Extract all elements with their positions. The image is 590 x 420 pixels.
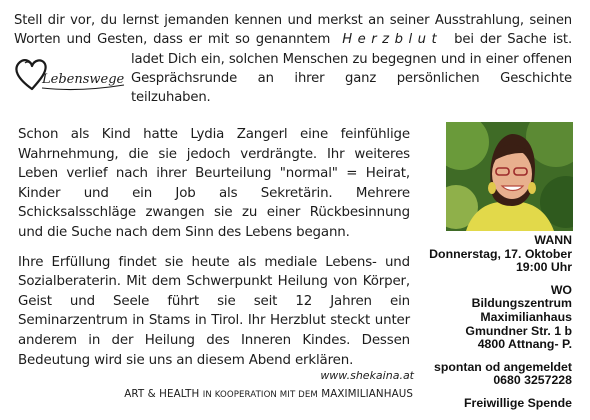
bio-paragraph-1: Schon als Kind hatte Lydia Zangerl eine feinfühlige Wahrnehmung, die sie jedoch verdrängte. Ihr weiteres Leben verlief nach ihrer Beurteilung "normal" = Heirat, Kinder und ein Job als Sekretärin. Mehrere Schicksalsschläge zwangen sie zu einer Rückbesinnung und die Suche nach dem Sinn des Lebens begann. [18, 127, 410, 240]
bio-text [18, 125, 410, 380]
phone-number: 0680 3257228 [493, 373, 572, 388]
event-info [412, 234, 572, 420]
intro-line-1: Stell dir vor, du lernst jemanden kennen und merkst an seiner Ausstrahlung, seinen [14, 13, 572, 28]
bio-paragraph-2: Ihre Erfüllung findet sie heute als mediale Lebens- und Sozialberaterin. Mit dem Schwerpunkt Heilung von Körper, Geist und Seele führt sie seit 12 Jahren ein Seminarzentrum in Stams in Tirol. Ihr Herzblut steckt unter anderem in der Heilung des Inneren Kindes. Dessen Bedeutung wird sie uns an diesem Abend erklären. [18, 254, 410, 368]
where-line-3: Gmundner Str. 1 b [465, 323, 572, 338]
signup-block [412, 361, 572, 388]
portrait-photo [446, 122, 573, 231]
where-line-2: Maximilianhaus [480, 309, 572, 324]
intro-line-3: ladet Dich ein, solchen Menschen zu begegnen und in einer offenen Gesprächsrunde an ihrer ganz persönlichen Geschichte teilzuhaben. [131, 51, 572, 106]
where-line-1: Bildungszentrum [471, 296, 572, 311]
credit-line [113, 388, 413, 400]
when-date: Donnerstag, 17. Oktober [429, 246, 572, 261]
lebenswege-logo [14, 55, 126, 95]
donation-block [412, 397, 572, 411]
where-label: WO [550, 282, 572, 297]
where-block [412, 284, 572, 352]
logo-text: Lebenswege [42, 72, 125, 87]
intro-line-2-end: bei der Sache ist. [454, 32, 572, 48]
donation-text: Freiwillige Spende [464, 395, 572, 410]
where-line-4: 4800 Attnang- P. [477, 337, 572, 352]
herzblut-word: Herzblut [342, 32, 443, 48]
when-time: 19:00 Uhr [515, 260, 572, 275]
website-link[interactable]: www.shekaina.at [320, 369, 414, 382]
credit-org: ART & HEALTH [124, 388, 200, 400]
heart-icon [14, 55, 126, 95]
intro-line-2 [14, 30, 572, 49]
when-block [412, 234, 572, 275]
when-label: WANN [534, 233, 572, 247]
intro-line-2-start: Worten und Gesten, dass er mit so genanntem [14, 32, 331, 48]
credit-coop: IN KOOPERATION MIT DEM [202, 390, 318, 400]
signup-text: spontan od angemeldet [433, 359, 572, 374]
credit-partner: MAXIMILIANHAUS [321, 388, 413, 400]
